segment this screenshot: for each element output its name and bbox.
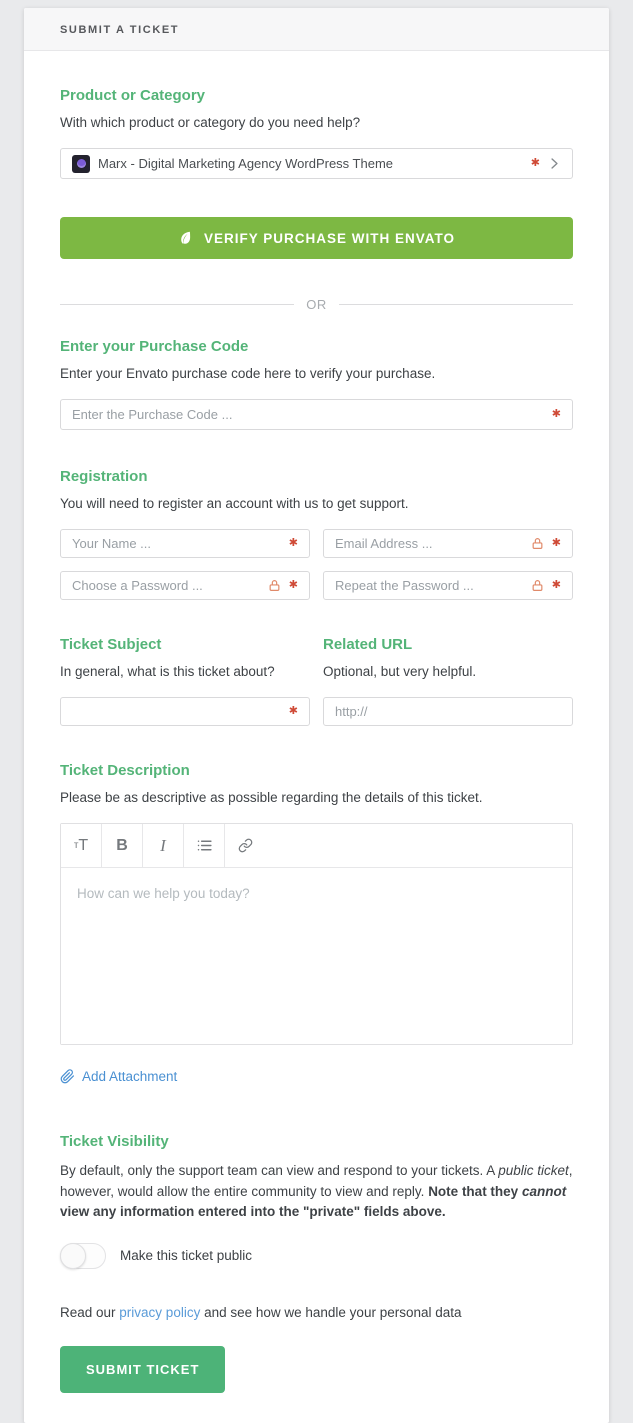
ticket-description-hint: Please be as descriptive as possible regarding the details of this ticket. bbox=[60, 790, 483, 805]
ticket-subject-section bbox=[60, 636, 310, 726]
purchase-code-input[interactable] bbox=[72, 407, 544, 422]
public-toggle-row bbox=[60, 1243, 573, 1269]
email-field bbox=[323, 529, 573, 558]
product-thumbnail-logo bbox=[77, 159, 86, 168]
related-url-input[interactable] bbox=[335, 704, 561, 719]
required-asterisk-icon: ✱ bbox=[551, 537, 561, 549]
ticket-subject-heading: Ticket Subject bbox=[60, 636, 162, 653]
divider-line bbox=[339, 304, 573, 305]
verify-purchase-button[interactable] bbox=[60, 217, 573, 259]
or-divider-label: OR bbox=[306, 297, 327, 312]
link-button[interactable] bbox=[225, 824, 266, 867]
subject-url-row bbox=[60, 636, 573, 726]
paperclip-icon bbox=[60, 1069, 75, 1084]
card-header bbox=[24, 8, 609, 51]
card-body bbox=[24, 51, 609, 1423]
purchase-code-section bbox=[60, 338, 573, 430]
password-input[interactable] bbox=[72, 578, 260, 593]
or-divider bbox=[60, 297, 573, 312]
required-asterisk-icon: ✱ bbox=[288, 537, 298, 549]
link-icon bbox=[238, 838, 253, 853]
lock-icon bbox=[531, 579, 544, 592]
bold-button[interactable] bbox=[102, 824, 143, 867]
submit-ticket-card bbox=[24, 8, 609, 1423]
name-field bbox=[60, 529, 310, 558]
ticket-description-textarea[interactable] bbox=[61, 868, 572, 1044]
add-attachment-link[interactable] bbox=[60, 1069, 177, 1084]
purchase-code-description: Enter your Envato purchase code here to verify your purchase. bbox=[60, 366, 436, 381]
repeat-password-input[interactable] bbox=[335, 578, 523, 593]
text-size-button[interactable]: т T bbox=[61, 824, 102, 867]
related-url-section bbox=[323, 636, 573, 726]
list-button[interactable] bbox=[184, 824, 225, 867]
add-attachment-label: Add Attachment bbox=[82, 1069, 178, 1084]
required-asterisk-icon: ✱ bbox=[288, 705, 298, 717]
product-heading: Product or Category bbox=[60, 87, 206, 104]
text-size-icon: т bbox=[73, 840, 79, 851]
divider-line bbox=[60, 304, 294, 305]
editor-toolbar bbox=[61, 824, 572, 868]
required-asterisk-icon: ✱ bbox=[551, 579, 561, 591]
bold-icon: B bbox=[116, 836, 128, 854]
make-public-toggle[interactable] bbox=[60, 1243, 106, 1269]
rich-text-editor bbox=[60, 823, 573, 1045]
ticket-description-heading: Ticket Description bbox=[60, 762, 190, 779]
product-description: With which product or category do you need help? bbox=[60, 115, 361, 130]
registration-section bbox=[60, 468, 573, 600]
password-field bbox=[60, 571, 310, 600]
ticket-visibility-section bbox=[60, 1133, 573, 1269]
make-public-toggle-label: Make this ticket public bbox=[120, 1248, 253, 1263]
ticket-visibility-text: By default, only the support team can view and respond to your tickets. A public ticket, however, would allow the entire community to view and reply. Note that they cannot view any information entered into the "private" fields above. bbox=[60, 1163, 573, 1219]
required-asterisk-icon: ✱ bbox=[288, 579, 298, 591]
email-input[interactable] bbox=[335, 536, 523, 551]
ticket-subject-description: In general, what is this ticket about? bbox=[60, 664, 275, 679]
submit-ticket-button[interactable]: SUBMIT TICKET bbox=[60, 1346, 225, 1393]
toggle-knob bbox=[60, 1243, 86, 1269]
ticket-subject-field bbox=[60, 697, 310, 726]
purchase-code-heading: Enter your Purchase Code bbox=[60, 338, 249, 355]
required-asterisk-icon: ✱ bbox=[530, 157, 540, 169]
bullet-list-icon bbox=[196, 837, 213, 854]
lock-icon bbox=[531, 537, 544, 550]
verify-purchase-label: VERIFY PURCHASE WITH ENVATO bbox=[203, 230, 456, 246]
purchase-code-field bbox=[60, 399, 573, 430]
privacy-note-suffix: and see how we handle your personal data bbox=[200, 1304, 462, 1320]
privacy-policy-link[interactable]: privacy policy bbox=[119, 1304, 201, 1320]
related-url-heading: Related URL bbox=[323, 636, 413, 653]
repeat-password-field bbox=[323, 571, 573, 600]
product-select[interactable] bbox=[60, 148, 573, 179]
envato-leaf-icon bbox=[178, 230, 194, 246]
italic-icon: I bbox=[160, 835, 166, 855]
ticket-visibility-heading: Ticket Visibility bbox=[60, 1133, 169, 1150]
page-title: SUBMIT A TICKET bbox=[60, 24, 180, 36]
lock-icon bbox=[268, 579, 281, 592]
product-thumbnail-icon bbox=[72, 155, 90, 173]
chevron-right-icon bbox=[548, 157, 561, 170]
registration-grid bbox=[60, 529, 573, 600]
ticket-subject-input[interactable] bbox=[72, 704, 281, 719]
related-url-description: Optional, but very helpful. bbox=[323, 664, 477, 679]
name-input[interactable] bbox=[72, 536, 281, 551]
registration-heading: Registration bbox=[60, 468, 148, 485]
product-section bbox=[60, 87, 573, 179]
ticket-description-section bbox=[60, 762, 573, 1045]
product-selected-value: Marx - Digital Marketing Agency WordPress Theme bbox=[98, 156, 394, 171]
italic-button[interactable] bbox=[143, 824, 184, 867]
registration-description: You will need to register an account with us to get support. bbox=[60, 496, 409, 511]
privacy-note-prefix: Read our bbox=[60, 1304, 120, 1320]
related-url-field bbox=[323, 697, 573, 726]
required-asterisk-icon: ✱ bbox=[551, 408, 561, 420]
privacy-note bbox=[60, 1305, 573, 1320]
